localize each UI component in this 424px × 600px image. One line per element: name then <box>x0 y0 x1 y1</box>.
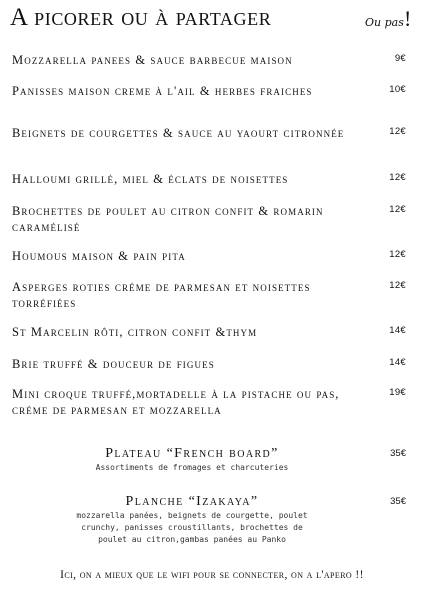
board-offer <box>0 494 424 546</box>
menu-item <box>12 83 412 99</box>
menu-item-name: Mozzarella panees & sauce barbecue maison <box>12 53 293 67</box>
menu-item <box>12 386 412 418</box>
menu-item-name: Brie truffé & douceur de figues <box>12 357 215 371</box>
menu-item-name: Houmous maison & pain pita <box>12 249 186 263</box>
menu-item <box>12 356 412 372</box>
exclamation-mark: ! <box>404 6 412 31</box>
menu-item-price: 10€ <box>389 84 406 95</box>
menu-item-name: Mini croque truffé,mortadelle à la pistache ou pas, créme de parmesan et mozzarella <box>12 387 340 417</box>
menu-item-price: 12€ <box>389 204 406 215</box>
menu-title <box>10 4 414 40</box>
board-description: mozzarella panées, beignets de courgette, poulet crunchy, panisses croustillants, brochettes de poulet au citron,gambas panées au Panko <box>76 511 308 544</box>
menu-item-price: 12€ <box>389 172 406 183</box>
board-price: 35€ <box>390 448 406 459</box>
menu-item-price: 12€ <box>389 126 406 137</box>
menu-item <box>12 248 412 264</box>
menu-item-price: 12€ <box>389 249 406 260</box>
menu-item <box>12 203 412 235</box>
menu-item-name: Halloumi grillé, miel & éclats de noisettes <box>12 172 289 186</box>
menu-item-name: Beignets de courgettes & sauce au yaourt citronnée <box>12 126 345 140</box>
menu-item-name: Panisses maison creme à l'ail & herbes fraiches <box>12 84 313 98</box>
board-name: Plateau “French board” <box>105 446 279 461</box>
footer-tagline: Ici, on a mieux que le wifi pour se connecter, on a l'apero !! <box>60 569 364 581</box>
menu-item-price: 12€ <box>389 280 406 291</box>
menu-item-price: 19€ <box>389 387 406 398</box>
board-offer <box>0 446 424 474</box>
menu-item <box>12 324 412 340</box>
menu-item-price: 14€ <box>389 325 406 336</box>
board-price: 35€ <box>390 496 406 507</box>
menu-item <box>12 125 412 141</box>
menu-item-name: Brochettes de poulet au citron confit & romarin caramélisé <box>12 204 324 234</box>
menu-item <box>12 279 412 311</box>
menu-item-name: Asperges roties créme de parmesan et noisettes torréfiées <box>12 280 311 310</box>
menu-item <box>12 171 412 187</box>
handwritten-note: Ou pas <box>365 16 404 29</box>
section-heading: A picorer ou à partager <box>10 4 272 31</box>
menu-item-name: St Marcelin rôti, citron confit &thym <box>12 325 258 339</box>
menu-item-price: 14€ <box>389 357 406 368</box>
board-description: Assortiments de fromages et charcuteries <box>95 463 289 472</box>
menu-item <box>12 52 412 68</box>
menu-item-price: 9€ <box>394 53 406 64</box>
board-name: Planche “Izakaya” <box>125 494 259 509</box>
